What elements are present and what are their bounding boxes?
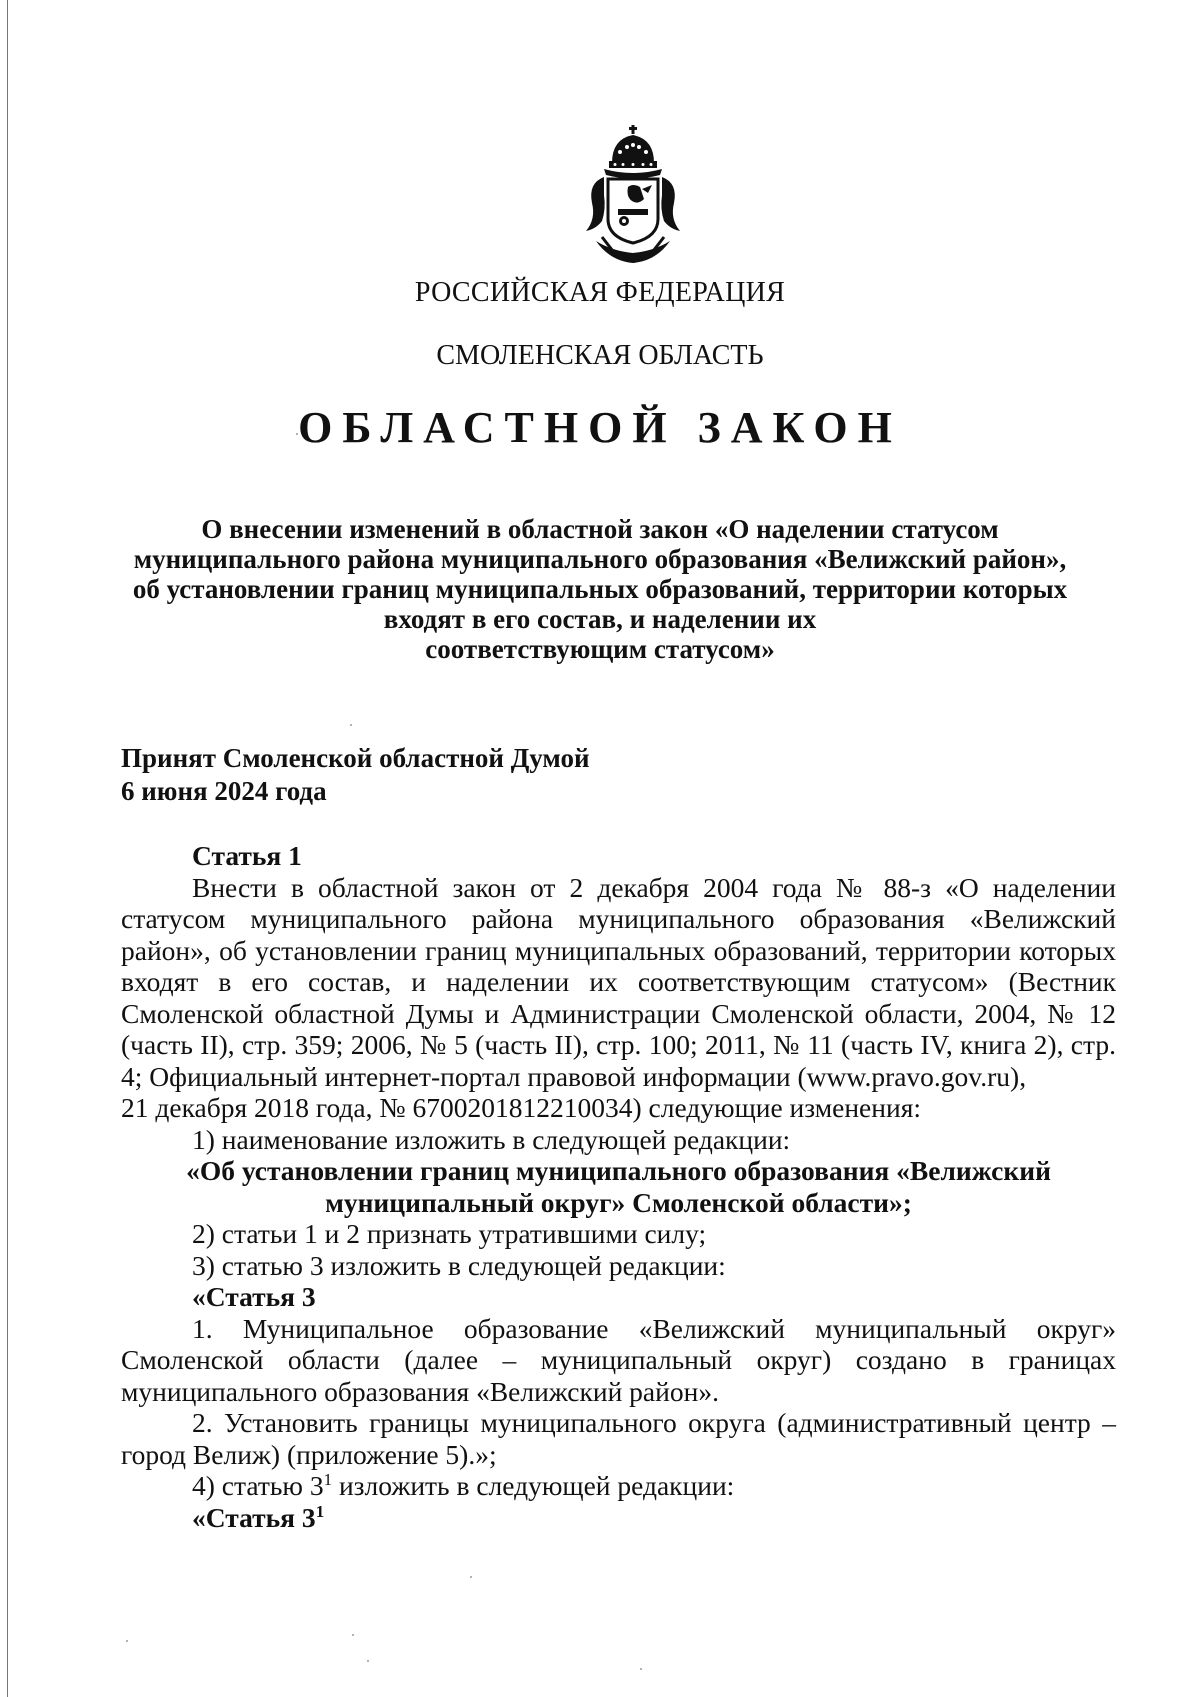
- scan-speck: [350, 724, 352, 726]
- article-3-heading: «Статья 3: [192, 1281, 316, 1312]
- adoption-note: [121, 742, 590, 808]
- item-4-superscript: 1: [323, 1470, 333, 1489]
- country-heading: РОССИЙСКАЯ ФЕДЕРАЦИЯ: [414, 277, 786, 308]
- new-name-quote: [121, 1155, 1116, 1218]
- item-2: 2) статьи 1 и 2 признать утратившими силу;: [192, 1218, 707, 1249]
- adoption-date: 6 июня 2024 года: [121, 776, 327, 806]
- law-title-line: входят в его состав, и наделении их: [383, 604, 817, 634]
- article-1-intro-end: 21 декабря 2018 года, № 6700201812210034) следующие изменения:: [121, 1092, 921, 1123]
- item-4-text: 4) статью 3: [192, 1470, 324, 1501]
- new-name-line: муниципальный округ» Смоленской области»;: [325, 1186, 912, 1218]
- article-3-1-heading-text: «Статья 3: [192, 1501, 316, 1533]
- article-3-1-superscript: 1: [315, 1501, 325, 1521]
- document-type-heading: ОБЛАСТНОЙ ЗАКОН: [298, 403, 902, 452]
- new-name-line: «Об установлении границ муниципального образования «Велижский: [186, 1155, 1051, 1186]
- coat-of-arms-icon: [582, 125, 684, 265]
- adoption-body: Принят Смоленской областной Думой: [121, 743, 590, 773]
- law-title: [120, 514, 1080, 664]
- law-title-line: об установлении границ муниципальных образований, территории которых: [132, 574, 1068, 604]
- law-title-line: соответствующим статусом»: [425, 634, 775, 664]
- scan-speck: [296, 433, 298, 435]
- scan-speck: [352, 1634, 354, 1636]
- law-title-line: О внесении изменений в областной закон «О наделении статусом: [201, 514, 999, 544]
- item-3: 3) статью 3 изложить в следующей редакции:: [192, 1249, 726, 1281]
- item-4: [121, 1470, 1116, 1502]
- scan-speck: [126, 1640, 128, 1642]
- region-heading: СМОЛЕНСКАЯ ОБЛАСТЬ: [436, 340, 764, 371]
- article-1-intro: Внести в областной закон от 2 декабря 2004 года № 88-з «О наделении статусом муниципального района муниципального образования «Велижский район», об установлении границ муниципальных образований, территории которых входят в его состав, и наделении их соответствующим статусом» (Вестник Смоленской областной Думы и Администрации Смоленской области, 2004, № 12 (часть II), стр. 359; 2006, № 5 (часть II), стр. 100; 2011, № 11 (часть IV, книга 2), стр. 4; Официальный интернет-портал правовой информации (www.pravo.gov.ru),: [121, 871, 1116, 1092]
- article-1-heading: Статья 1: [192, 840, 302, 871]
- scan-speck: [470, 1576, 472, 1578]
- article-3-paragraph-1: 1. Муниципальное образование «Велижский муниципальный округ» Смоленской области (далее – муниципальный округ) создано в границах муниципального образования «Велижский район».: [121, 1312, 1116, 1407]
- law-body: [121, 840, 1116, 1533]
- item-1: 1) наименование изложить в следующей редакции:: [192, 1123, 791, 1155]
- article-3-1-heading: [121, 1502, 1116, 1534]
- page-edge-line: [7, 0, 8, 1697]
- item-4-text-end: изложить в следующей редакции:: [332, 1470, 735, 1501]
- scan-speck: [640, 1668, 642, 1670]
- scan-speck: [367, 1660, 369, 1662]
- article-3-paragraph-2: 2. Установить границы муниципального округа (административный центр – город Велиж) (приложение 5).»;: [121, 1407, 1116, 1470]
- law-title-line: муниципального района муниципального образования «Велижский район»,: [133, 544, 1067, 574]
